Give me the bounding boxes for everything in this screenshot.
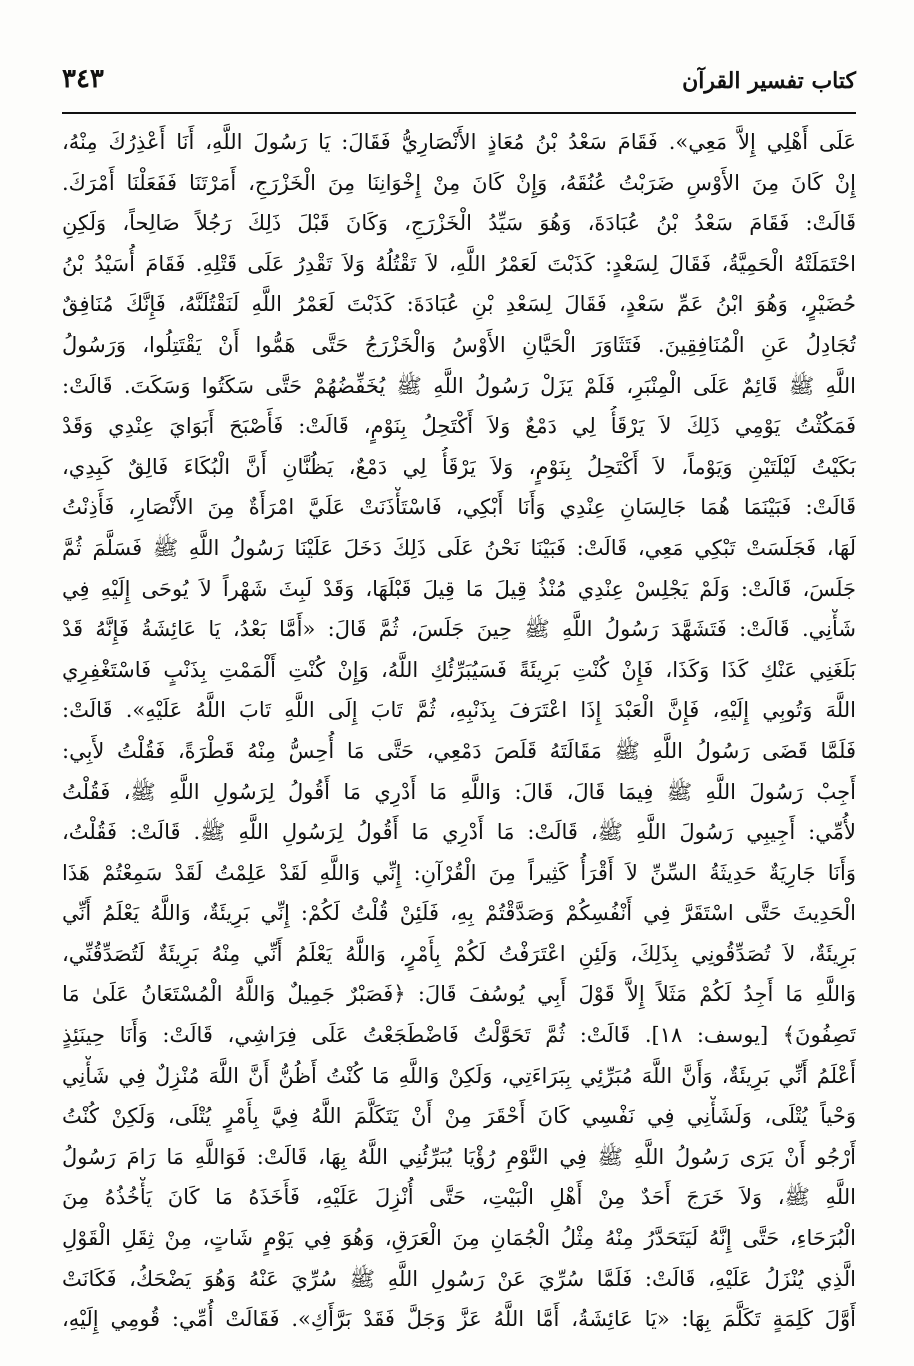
body-text bbox=[62, 122, 856, 1340]
text-line: وَأَنَا جَارِيَةٌ حَدِيثَةُ السِّنِّ لاَ أَقْرَأُ كَثِيراً مِنَ الْقُرْآنِ: إِنِّي وَاللَّهِ لَقَدْ عَلِمْتُ لَقَدْ سَمِعْتُمْ هَذَا bbox=[62, 860, 856, 885]
running-title: كتاب تفسير القرآن bbox=[682, 68, 856, 94]
text-line: احْتَمَلَتْهُ الْحَمِيَّةُ، فَقَالَ لِسَعْدٍ: كَذَبْتَ لَعَمْرُ اللَّهِ، لاَ تَقْتُلُهُ وَلاَ تَقْدِرُ عَلَى قَتْلِهِ. فَقَامَ أُسَيْدُ بْنُ bbox=[62, 251, 856, 276]
text-line: فَمَكُثْتُ يَوْمِي ذَلِكَ لاَ يَرْقَأُ لِي دَمْعٌ وَلاَ أَكْتَحِلُ بِنَوْمٍ، قَالَتْ: فَأَصْبَحَ أَبَوَايَ عِنْدِي وَقَدْ bbox=[62, 414, 856, 439]
text-line: الْحَدِيثَ حَتَّى اسْتَقَرَّ فِي أَنْفُسِكُمْ وَصَدَّقْتُمْ بِهِ، فَلَئِنْ قُلْتُ لَكُمْ: إِنِّي بَرِيئَةٌ، وَاللَّهُ يَعْلَمُ أَنِّي bbox=[62, 901, 856, 926]
text-line: فَلَمَّا قَضَى رَسُولُ اللَّهِ ﷺ مَقَالَتَهُ قَلَصَ دَمْعِي، حَتَّى مَا أُحِسُّ مِنْهُ قَطْرَةً، فَقُلْتُ لأَبِي: bbox=[62, 738, 856, 763]
text-line: قَالَتْ: فَبَيْنَمَا هُمَا جَالِسَانِ عِنْدِي وَأَنَا أَبْكِي، فَاسْتَأْذَنَتْ عَلَيَّ امْرَأَةٌ مِنَ الأَنْصَارِ، فَأَذِنْتُ bbox=[62, 495, 856, 520]
text-line: شَأْنِي. قَالَتْ: فَتَشَهَّدَ رَسُولُ اللَّهِ ﷺ حِينَ جَلَسَ، ثُمَّ قَالَ: «أَمَّا بَعْدُ، يَا عَائِشَةُ فَإِنَّهُ قَدْ bbox=[62, 617, 856, 642]
text-line: اللَّهِ ﷺ، وَلاَ خَرَجَ أَحَدٌ مِنْ أَهْلِ الْبَيْتِ، حَتَّى أُنْزِلَ عَلَيْهِ، فَأَخَذَهُ مَا كَانَ يَأْخُذُهُ مِنَ bbox=[62, 1185, 856, 1210]
text-line: تَصِفُونَ﴾ [يوسف: ١٨]. قَالَتْ: ثُمَّ تَحَوَّلْتُ فَاضْطَجَعْتُ عَلَى فِرَاشِي، قَالَتْ: وَأَنَا حِينَئِذٍ bbox=[62, 1023, 856, 1048]
text-line: وَحْياً يُتْلَى، وَلَشَأْنِي فِي نَفْسِي كَانَ أَحْقَرَ مِنْ أَنْ يَتَكَلَّمَ اللَّهُ فِيَّ بِأَمْرٍ يُتْلَى، وَلَكِنْ كُنْتُ bbox=[62, 1104, 856, 1129]
text-line: بَرِيئَةٌ، لاَ تُصَدِّقُونِي بِذَلِكَ، وَلَئِنِ اعْتَرَفْتُ لَكُمْ بِأَمْرٍ، وَاللَّهُ يَعْلَمُ أَنِّي مِنْهُ بَرِيئَةٌ لَتُصَدِّقُنِّي، bbox=[62, 941, 856, 966]
page-number: ٣٤٣ bbox=[62, 64, 104, 94]
text-line: لأُمِّي: أَجِيبِي رَسُولَ اللَّهِ ﷺ، قَالَتْ: مَا أَدْرِي مَا أَقُولُ لِرَسُولِ اللَّهِ ﷺ. قَالَتْ: فَقُلْتُ، bbox=[62, 820, 856, 845]
text-line: حُضَيْرٍ، وَهُوَ ابْنُ عَمِّ سَعْدٍ، فَقَالَ لِسَعْدِ بْنِ عُبَادَةَ: كَذَبْتَ لَعَمْرُ اللَّهِ لَنَقْتُلَنَّهُ، فَإِنَّكَ مُنَافِقٌ bbox=[62, 292, 856, 317]
text-line: تُجَادِلُ عَنِ الْمُنَافِقِينَ. فَتَثَاوَرَ الْحَيَّانِ الأَوْسُ وَالْخَزْرَجُ حَتَّى هَمُّوا أَنْ يَقْتَتِلُوا، وَرَسُولُ bbox=[62, 332, 856, 357]
header-rule bbox=[62, 112, 856, 114]
text-line: أَجِبْ رَسُولَ اللَّهِ ﷺ فِيمَا قَالَ، قَالَ: وَاللَّهِ مَا أَدْرِي مَا أَقُولُ لِرَسُولِ اللَّهِ ﷺ، فَقُلْتُ bbox=[62, 779, 856, 804]
text-line: عَلَى أَهْلِي إِلاَّ مَعِي». فَقَامَ سَعْدُ بْنُ مُعَاذٍ الأَنْصَارِيُّ فَقَالَ: يَا رَسُولَ اللَّهِ، أَنَا أَعْذِرُكَ مِنْهُ، bbox=[62, 130, 856, 154]
text-line: اللَّهِ ﷺ قَائِمٌ عَلَى الْمِنْبَرِ، فَلَمْ يَزَلْ رَسُولُ اللَّهِ ﷺ يُخَفِّضُهُمْ حَتَّى سَكَتُوا وَسَكَتَ. قَالَتْ: bbox=[62, 373, 856, 398]
text-line: أَرْجُو أَنْ يَرَى رَسُولُ اللَّهِ ﷺ فِي النَّوْمِ رُؤْيَا يُبَرِّئُنِي اللَّهُ بِهَا، قَالَتْ: فَوَاللَّهِ مَا رَامَ رَسُولُ bbox=[62, 1144, 856, 1169]
text-line: اللَّهَ وَتُوبِي إِلَيْهِ، فَإِنَّ الْعَبْدَ إِذَا اعْتَرَفَ بِذَنْبِهِ، ثُمَّ تَابَ إِلَى اللَّهِ تَابَ اللَّهُ عَلَيْهِ». قَالَتْ: bbox=[62, 698, 856, 723]
text-line: قَالَتْ: فَقَامَ سَعْدُ بْنُ عُبَادَةَ، وَهُوَ سَيِّدُ الْخَزْرَجِ، وَكَانَ قَبْلَ ذَلِكَ رَجُلاً صَالِحاً، وَلَكِنِ bbox=[62, 211, 856, 236]
text-line: لَهَا، فَجَلَسَتْ تَبْكِي مَعِي، قَالَتْ: فَبَيْنَا نَحْنُ عَلَى ذَلِكَ دَخَلَ عَلَيْنَا رَسُولُ اللَّهِ ﷺ فَسَلَّمَ ثُمَّ bbox=[62, 535, 856, 560]
text-line: أَوَّلَ كَلِمَةٍ تَكَلَّمَ بِهَا: «يَا عَائِشَةُ، أَمَّا اللَّهُ عَزَّ وَجَلَّ فَقَدْ بَرَّأَكِ». فَقَالَتْ أُمِّي: قُومِي إِلَيْهِ، bbox=[62, 1307, 856, 1332]
text-line: جَلَسَ، قَالَتْ: وَلَمْ يَجْلِسْ عِنْدِي مُنْذُ قِيلَ مَا قِيلَ قَبْلَهَا، وَقَدْ لَبِثَ شَهْراً لاَ يُوحَى إِلَيْهِ فِي bbox=[62, 576, 856, 601]
text-line: إِنْ كَانَ مِنَ الأَوْسِ ضَرَبْتُ عُنُقَهُ، وَإِنْ كَانَ مِنْ إِخْوَانِنَا مِنَ الْخَزْرَجِ، أَمَرْتَنَا فَفَعَلْنَا أَمْرَكَ. bbox=[62, 170, 856, 195]
page-header bbox=[62, 60, 856, 108]
text-line: الَّذِي يُنْزَلُ عَلَيْهِ، قَالَتْ: فَلَمَّا سُرِّيَ عَنْ رَسُولِ اللَّهِ ﷺ سُرِّيَ عَنْهُ وَهُوَ يَضْحَكُ، فَكَانَتْ bbox=[62, 1266, 856, 1291]
text-line: وَاللَّهِ مَا أَجِدُ لَكُمْ مَثَلاً إِلاَّ قَوْلَ أَبِي يُوسُفَ قَالَ: ﴿فَصَبْرٌ جَمِيلٌ وَاللَّهُ الْمُسْتَعَانُ عَلَىٰ مَا bbox=[62, 982, 856, 1007]
text-line: بَلَغَنِي عَنْكِ كَذَا وَكَذَا، فَإِنْ كُنْتِ بَرِيئَةً فَسَيُبَرِّئُكِ اللَّهُ، وَإِنْ كُنْتِ أَلْمَمْتِ بِذَنْبٍ فَاسْتَغْفِرِي bbox=[62, 657, 856, 682]
text-line: الْبُرَحَاءِ، حَتَّى إِنَّهُ لَيَتَحَدَّرُ مِنْهُ مِثْلُ الْجُمَانِ مِنَ الْعَرَقِ، وَهُوَ فِي يَوْمٍ شَاتٍ، مِنْ ثِقَلِ الْقَوْلِ bbox=[62, 1226, 856, 1251]
text-line: بَكَيْتُ لَيْلَتَيْنِ وَيَوْماً، لاَ أَكْتَحِلُ بِنَوْمٍ، وَلاَ يَرْقَأُ لِي دَمْعٌ، يَظُنَّانِ أَنَّ الْبُكَاءَ فَالِقٌ كَبِدِي، bbox=[62, 454, 856, 479]
text-line: أَعْلَمُ أَنِّي بَرِيئَةٌ، وَأَنَّ اللَّهَ مُبَرِّئِي بِبَرَاءَتِي، وَلَكِنْ وَاللَّهِ مَا كُنْتُ أَظُنُّ أَنَّ اللَّهَ مُنْزِلٌ فِي شَأْنِي bbox=[62, 1063, 856, 1088]
